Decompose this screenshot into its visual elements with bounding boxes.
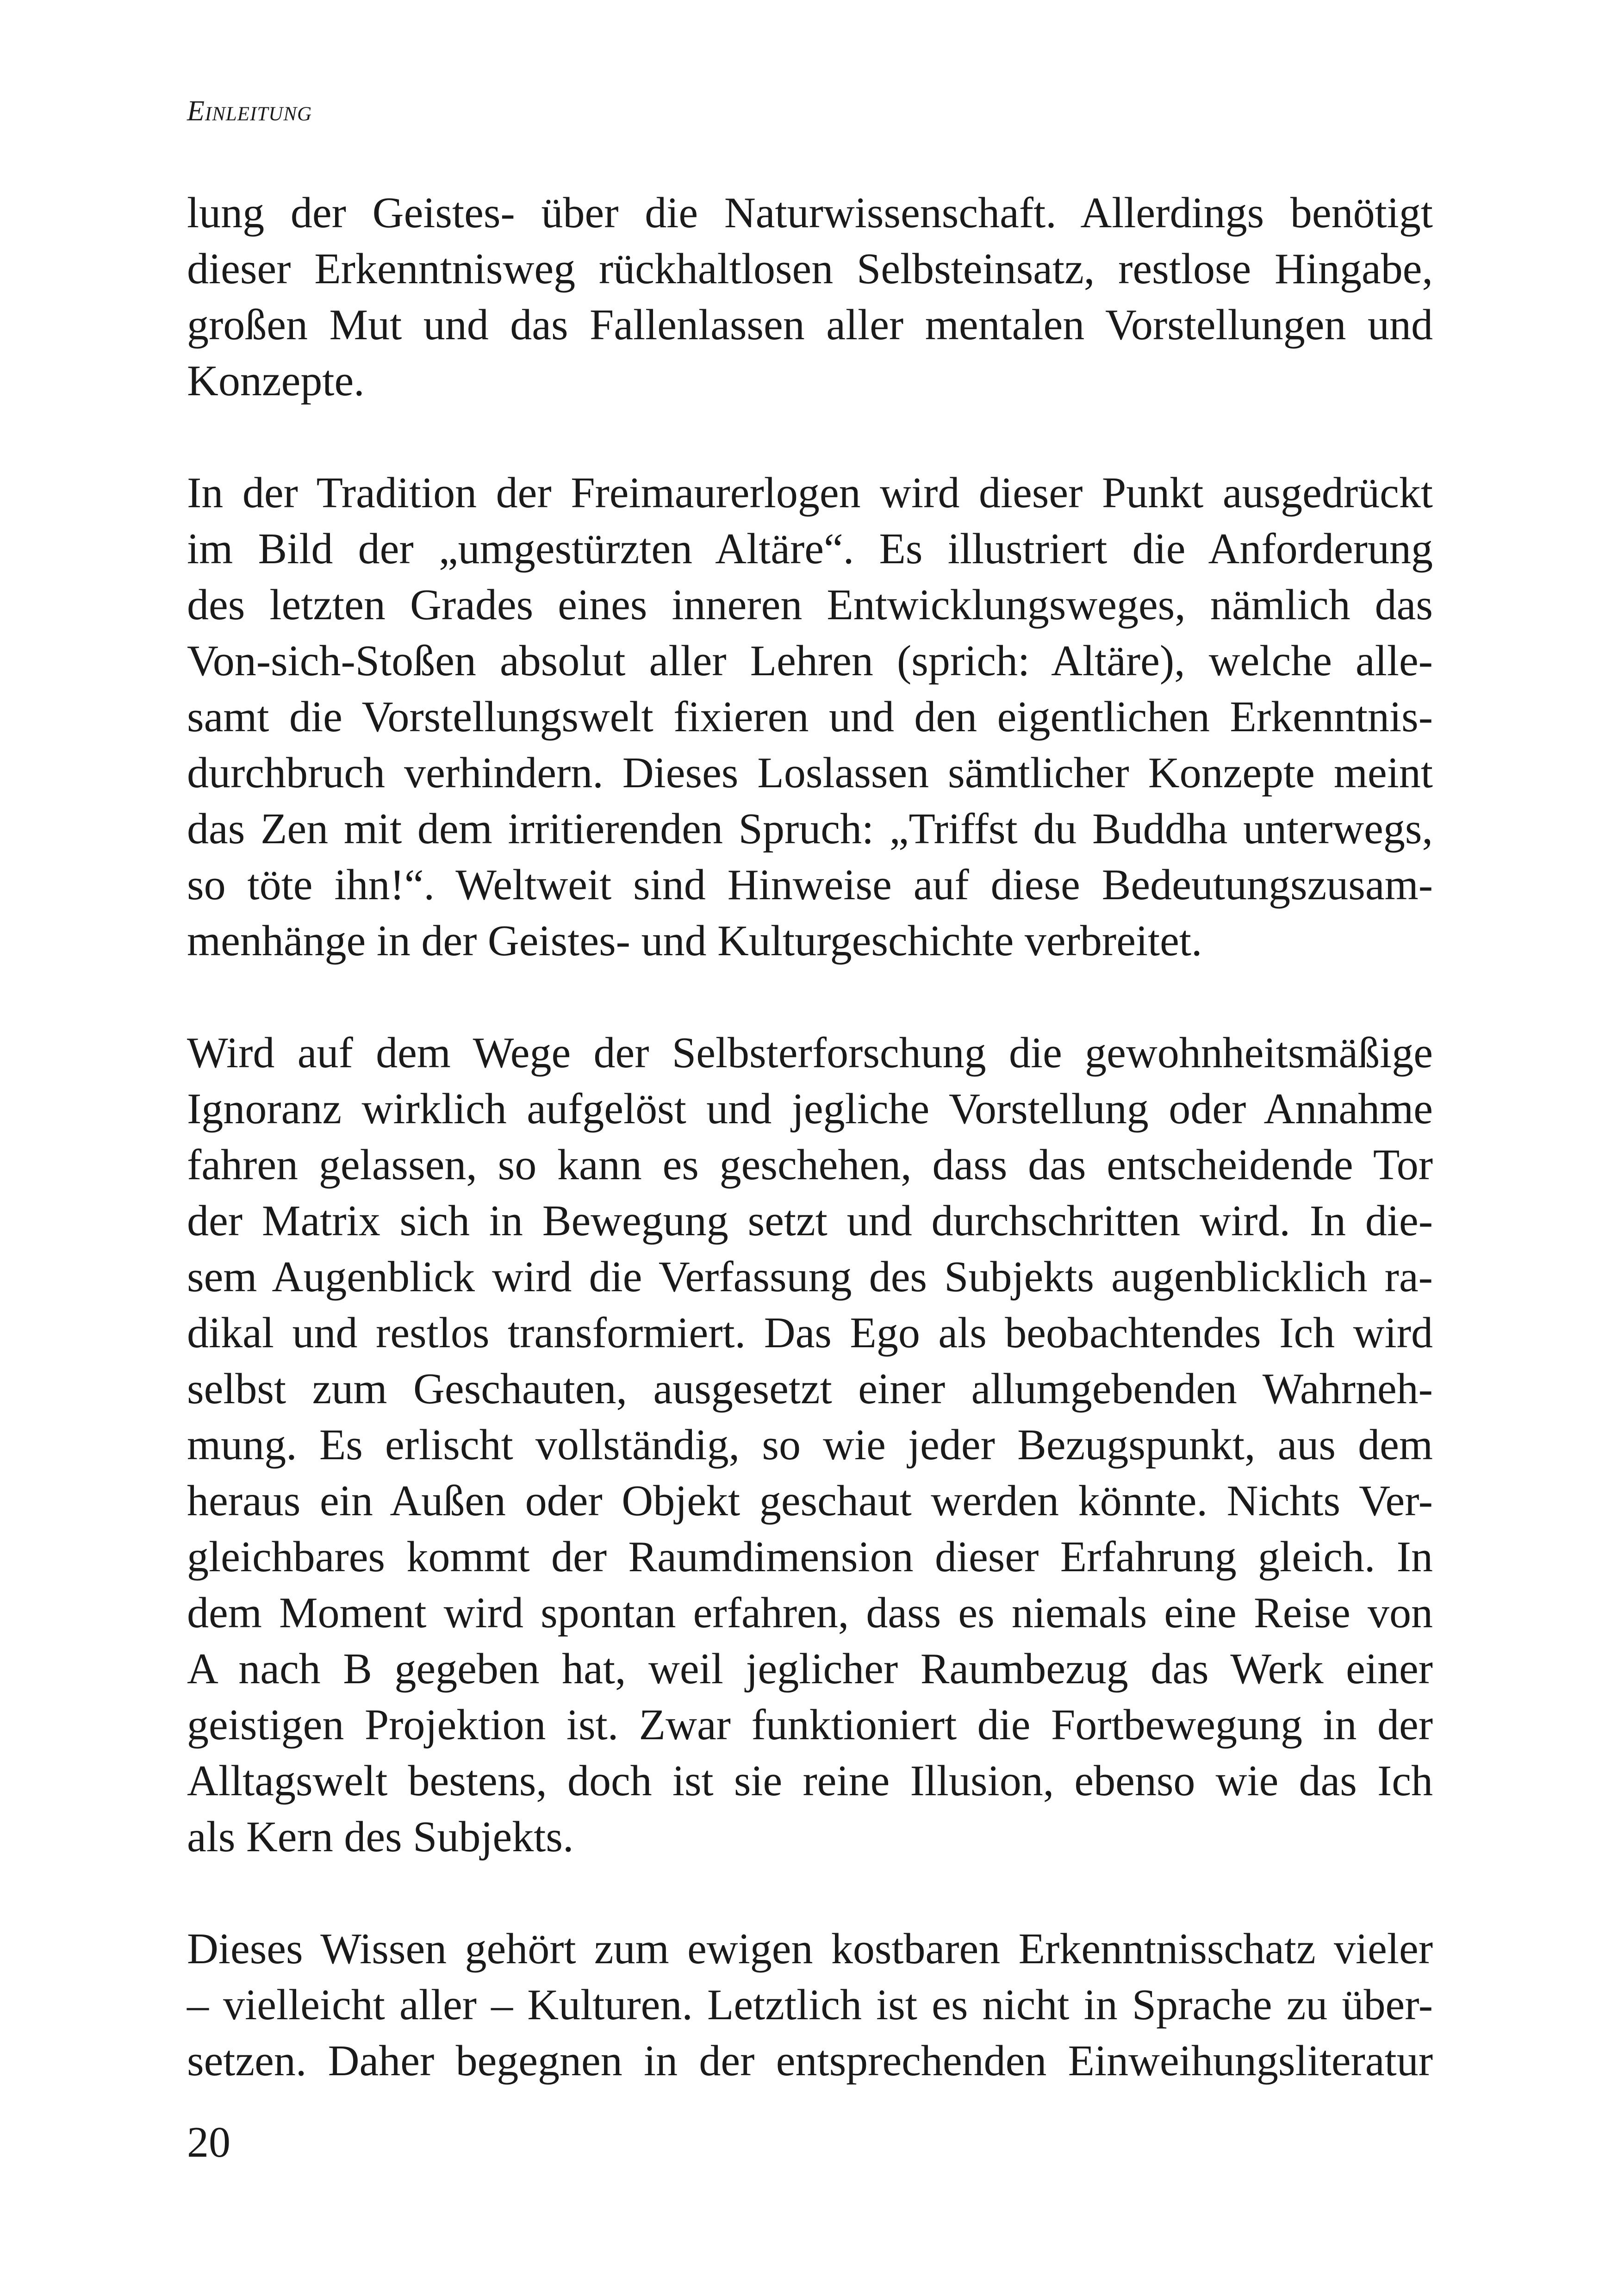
text-line: A nach B gegeben hat, weil jeglicher Raumbezug das Werk einer bbox=[187, 1645, 1433, 1693]
text-line: Alltagswelt bestens, doch ist sie reine Illusion, ebenso wie das Ich bbox=[187, 1757, 1433, 1805]
paragraph bbox=[187, 1921, 1433, 2089]
text-line: großen Mut und das Fallenlassen aller mentalen Vorstellungen und bbox=[187, 301, 1433, 349]
text-line: selbst zum Geschauten, ausgesetzt einer allumgebenden Wahrneh- bbox=[187, 1365, 1433, 1413]
text-line: Wird auf dem Wege der Selbsterforschung die gewohnheitsmäßige bbox=[187, 1029, 1433, 1077]
text-line: setzen. Daher begegnen in der entsprechenden Einweihungsliteratur bbox=[187, 2037, 1433, 2085]
text-line: Ignoranz wirklich aufgelöst und jegliche Vorstellung oder Annahme bbox=[187, 1085, 1433, 1133]
text-line: heraus ein Außen oder Objekt geschaut werden könnte. Nichts Ver- bbox=[187, 1477, 1433, 1525]
text-line: fahren gelassen, so kann es geschehen, dass das entscheidende Tor bbox=[187, 1141, 1433, 1189]
text-line: In der Tradition der Freimaurerlogen wird dieser Punkt ausgedrückt bbox=[187, 469, 1433, 517]
text-line: lung der Geistes- über die Naturwissenschaft. Allerdings benötigt bbox=[187, 189, 1433, 237]
text-line: Konzepte. bbox=[187, 357, 365, 405]
text-line: durchbruch verhindern. Dieses Loslassen sämtlicher Konzepte meint bbox=[187, 749, 1433, 797]
text-line: geistigen Projektion ist. Zwar funktioniert die Fortbewegung in der bbox=[187, 1701, 1433, 1749]
text-line: Dieses Wissen gehört zum ewigen kostbaren Erkenntnisschatz vieler bbox=[187, 1925, 1433, 1973]
text-line: dikal und restlos transformiert. Das Ego als beobachtendes Ich wird bbox=[187, 1309, 1433, 1357]
text-line: gleichbares kommt der Raumdimension dieser Erfahrung gleich. In bbox=[187, 1533, 1433, 1581]
text-line: mung. Es erlischt vollständig, so wie jeder Bezugspunkt, aus dem bbox=[187, 1421, 1433, 1469]
text-line: so töte ihn!“. Weltweit sind Hinweise auf diese Bedeutungszusam- bbox=[187, 861, 1433, 909]
running-head: Einleitung bbox=[187, 95, 312, 127]
text-line: sem Augenblick wird die Verfassung des Subjekts augenblicklich ra- bbox=[187, 1253, 1433, 1301]
text-line: dem Moment wird spontan erfahren, dass es niemals eine Reise von bbox=[187, 1589, 1433, 1637]
text-line: Von-sich-Stoßen absolut aller Lehren (sprich: Altäre), welche alle- bbox=[187, 637, 1433, 685]
text-line: der Matrix sich in Bewegung setzt und durchschritten wird. In die- bbox=[187, 1197, 1433, 1245]
paragraph bbox=[187, 1025, 1433, 1865]
text-line: des letzten Grades eines inneren Entwicklungsweges, nämlich das bbox=[187, 581, 1433, 629]
text-line: im Bild der „umgestürzten Altäre“. Es illustriert die Anforderung bbox=[187, 525, 1433, 573]
paragraph bbox=[187, 465, 1433, 969]
page-number: 20 bbox=[187, 2118, 230, 2166]
paragraph bbox=[187, 185, 1433, 409]
text-line: menhänge in der Geistes- und Kulturgeschichte verbreitet. bbox=[187, 917, 1202, 965]
text-line: samt die Vorstellungswelt fixieren und den eigentlichen Erkenntnis- bbox=[187, 693, 1433, 741]
text-line: als Kern des Subjekts. bbox=[187, 1813, 574, 1861]
text-line: – vielleicht aller – Kulturen. Letztlich ist es nicht in Sprache zu über- bbox=[187, 1981, 1433, 2029]
text-line: das Zen mit dem irritierenden Spruch: „Triffst du Buddha unterwegs, bbox=[187, 805, 1433, 853]
text-line: dieser Erkenntnisweg rückhaltlosen Selbsteinsatz, restlose Hingabe, bbox=[187, 245, 1433, 293]
body-text bbox=[187, 185, 1433, 2145]
